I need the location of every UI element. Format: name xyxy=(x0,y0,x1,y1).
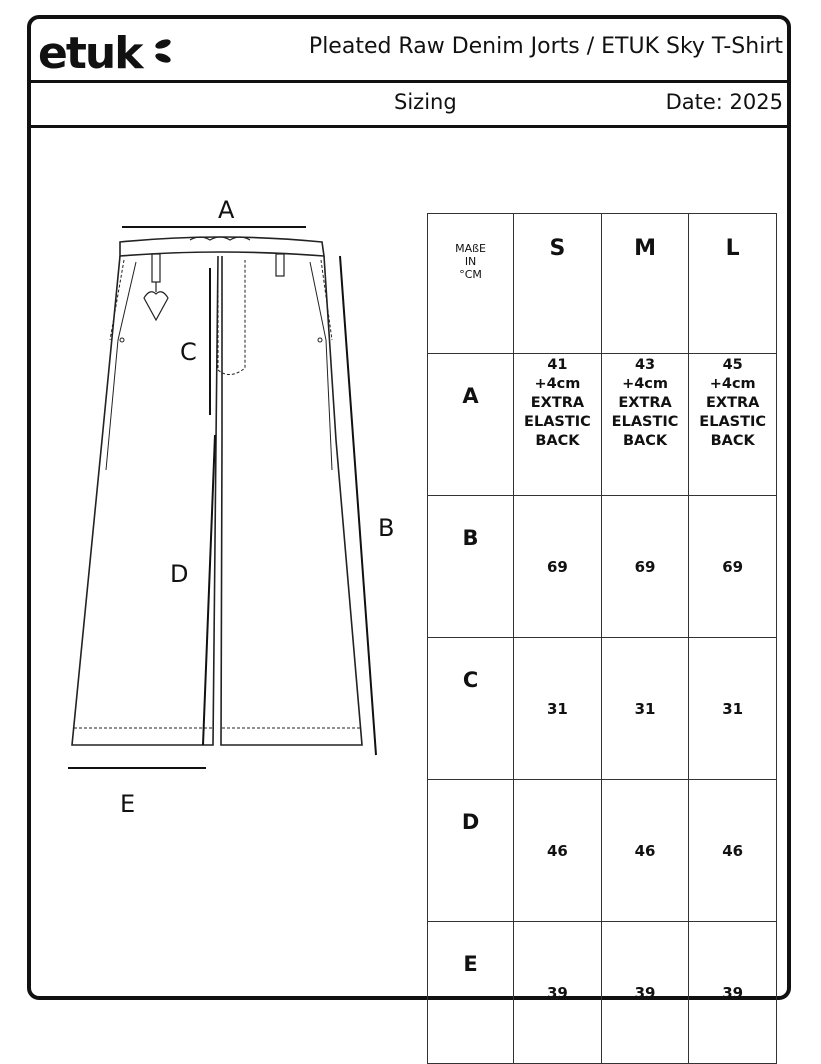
size-table xyxy=(427,213,777,1064)
row-label: E xyxy=(428,922,514,1064)
label-e: E xyxy=(120,790,136,818)
table-cell: 31 xyxy=(514,638,602,780)
label-d: D xyxy=(170,560,189,588)
table-row xyxy=(428,922,777,1064)
row-label: C xyxy=(428,638,514,780)
table-header-row xyxy=(428,214,777,354)
table-row xyxy=(428,354,777,496)
svg-text:etuk: etuk xyxy=(38,28,142,78)
table-row xyxy=(428,780,777,922)
label-a: A xyxy=(218,196,235,224)
date-label: Date: 2025 xyxy=(665,90,783,114)
subheader-divider xyxy=(31,125,787,128)
header-divider xyxy=(31,80,787,83)
size-l-header: L xyxy=(689,214,777,354)
row-label: B xyxy=(428,496,514,638)
product-title: Pleated Raw Denim Jorts / ETUK Sky T-Shirt xyxy=(308,34,783,59)
section-title: Sizing xyxy=(394,90,457,114)
table-cell: 69 xyxy=(689,496,777,638)
table-cell: 31 xyxy=(601,638,689,780)
jorts-drawing xyxy=(40,180,420,830)
table-cell: 46 xyxy=(514,780,602,922)
label-b: B xyxy=(378,514,395,542)
table-cell: 45 +4cm EXTRA ELASTIC BACK xyxy=(689,354,777,496)
table-cell: 39 xyxy=(689,922,777,1064)
etuk-logo xyxy=(36,22,176,78)
table-row xyxy=(428,496,777,638)
size-s-header: S xyxy=(514,214,602,354)
label-c: C xyxy=(180,338,197,366)
row-label: D xyxy=(428,780,514,922)
table-cell: 31 xyxy=(689,638,777,780)
table-cell: 41 +4cm EXTRA ELASTIC BACK xyxy=(514,354,602,496)
row-label: A xyxy=(428,354,514,496)
size-m-header: M xyxy=(601,214,689,354)
table-cell: 46 xyxy=(601,780,689,922)
table-cell: 43 +4cm EXTRA ELASTIC BACK xyxy=(601,354,689,496)
table-cell: 39 xyxy=(601,922,689,1064)
unit-cell: MAßE IN °CM xyxy=(428,214,514,354)
table-cell: 39 xyxy=(514,922,602,1064)
table-cell: 69 xyxy=(514,496,602,638)
table-cell: 46 xyxy=(689,780,777,922)
table-row xyxy=(428,638,777,780)
table-cell: 69 xyxy=(601,496,689,638)
